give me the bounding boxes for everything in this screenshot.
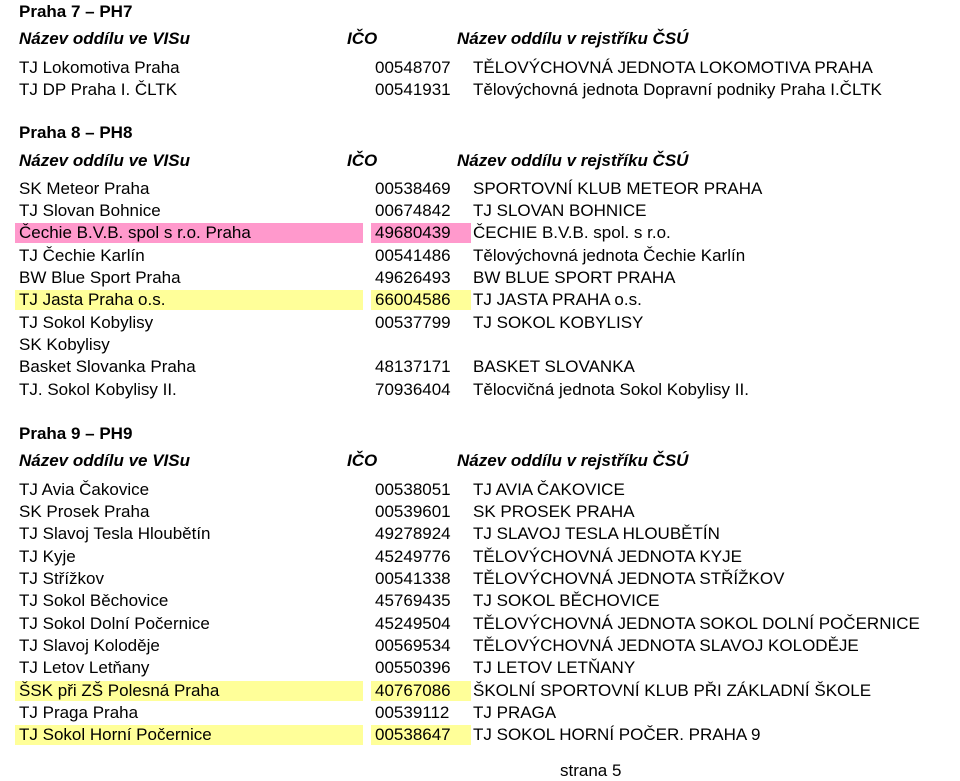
club-name: TJ Slavoj Koloděje [19, 636, 160, 655]
club-ico: 00550396 [375, 658, 451, 677]
col-registry-header: Název oddílu v rejstříku ČSÚ [457, 451, 689, 470]
table-row [0, 724, 960, 746]
club-ico: 45769435 [375, 591, 451, 610]
club-ico: 00541338 [375, 569, 451, 588]
table-row [0, 590, 960, 612]
club-ico: 00569534 [375, 636, 451, 655]
col-ico-header: IČO [347, 451, 378, 470]
club-name: ŠSK při ZŠ Polesná Praha [15, 681, 363, 701]
club-registry-name: TJ JASTA PRAHA o.s. [473, 290, 642, 309]
table-row [0, 479, 960, 501]
club-ico: 45249504 [375, 614, 451, 633]
club-ico: 00541931 [375, 80, 451, 99]
club-ico: 00538647 [371, 725, 471, 745]
club-ico: 49626493 [375, 268, 451, 287]
column-header-row [0, 151, 960, 173]
column-header-row [0, 451, 960, 473]
club-registry-name: Tělovýchovná jednota Čechie Karlín [473, 246, 746, 265]
club-ico: 40767086 [371, 681, 471, 701]
table-row [0, 57, 960, 79]
club-name: TJ Sokol Dolní Počernice [19, 614, 210, 633]
club-ico: 00674842 [375, 201, 451, 220]
club-ico: 49680439 [371, 223, 471, 243]
col-ico-header: IČO [347, 151, 378, 170]
club-registry-name: TJ SLOVAN BOHNICE [473, 201, 647, 220]
club-registry-name: TJ AVIA ČAKOVICE [473, 480, 625, 499]
club-name: TJ Sokol Kobylisy [19, 313, 154, 332]
col-name-header: Název oddílu ve VISu [19, 29, 190, 48]
club-ico: 00539601 [375, 502, 451, 521]
table-row [0, 356, 960, 378]
club-ico: 66004586 [371, 290, 471, 310]
club-name: Čechie B.V.B. spol s r.o. Praha [15, 223, 363, 243]
table-row [0, 501, 960, 523]
table-row [0, 635, 960, 657]
club-name: TJ Praga Praha [19, 703, 139, 722]
table-row [0, 178, 960, 200]
club-name: TJ Lokomotiva Praha [19, 58, 180, 77]
club-name: TJ Slovan Bohnice [19, 201, 161, 220]
col-registry-header: Název oddílu v rejstříku ČSÚ [457, 29, 689, 48]
club-registry-name: TĚLOVÝCHOVNÁ JEDNOTA STŘÍŽKOV [473, 569, 785, 588]
club-name: SK Meteor Praha [19, 179, 150, 198]
club-registry-name: TJ SOKOL HORNÍ POČER. PRAHA 9 [473, 725, 761, 744]
table-row [0, 334, 960, 356]
club-registry-name: TJ SOKOL BĚCHOVICE [473, 591, 660, 610]
club-registry-name: Tělovýchovná jednota Dopravní podniky Praha I.ČLTK [473, 80, 882, 99]
club-name: TJ Slavoj Tesla Hloubětín [19, 524, 211, 543]
club-name: TJ Avia Čakovice [19, 480, 150, 499]
section-title: Praha 9 – PH9 [19, 424, 133, 443]
table-row [0, 312, 960, 334]
table-row [0, 79, 960, 101]
club-name: TJ Sokol Horní Počernice [15, 725, 363, 745]
club-name: TJ. Sokol Kobylisy II. [19, 380, 177, 399]
col-name-header: Název oddílu ve VISu [19, 151, 190, 170]
table-row [0, 702, 960, 724]
club-name: TJ Jasta Praha o.s. [15, 290, 363, 310]
club-registry-name: Tělocvičná jednota Sokol Kobylisy II. [473, 380, 749, 399]
club-registry-name: TJ SOKOL KOBYLISY [473, 313, 644, 332]
table-row [0, 379, 960, 401]
table-row [0, 267, 960, 289]
club-name: SK Prosek Praha [19, 502, 150, 521]
column-header-row [0, 29, 960, 51]
club-name: BW Blue Sport Praha [19, 268, 181, 287]
club-name: TJ Čechie Karlín [19, 246, 145, 265]
club-name: TJ Kyje [19, 547, 76, 566]
club-registry-name: BW BLUE SPORT PRAHA [473, 268, 676, 287]
col-registry-header: Název oddílu v rejstříku ČSÚ [457, 151, 689, 170]
club-registry-name: TĚLOVÝCHOVNÁ JEDNOTA SOKOL DOLNÍ POČERNICE [473, 614, 920, 633]
section-title: Praha 7 – PH7 [19, 2, 133, 21]
club-name: TJ Letov Letňany [19, 658, 150, 677]
table-row [0, 613, 960, 635]
table-row [0, 657, 960, 679]
table-row [0, 222, 960, 244]
club-registry-name: TĚLOVÝCHOVNÁ JEDNOTA KYJE [473, 547, 742, 566]
section-title: Praha 8 – PH8 [19, 123, 133, 142]
club-ico: 00539112 [375, 703, 450, 722]
club-registry-name: TJ SLAVOJ TESLA HLOUBĚTÍN [473, 524, 720, 543]
table-row [0, 245, 960, 267]
club-registry-name: TĚLOVÝCHOVNÁ JEDNOTA SLAVOJ KOLODĚJE [473, 636, 859, 655]
col-name-header: Název oddílu ve VISu [19, 451, 190, 470]
club-ico: 00548707 [375, 58, 451, 77]
club-registry-name: TĚLOVÝCHOVNÁ JEDNOTA LOKOMOTIVA PRAHA [473, 58, 873, 77]
club-registry-name: ČECHIE B.V.B. spol. s r.o. [473, 223, 671, 242]
club-ico: 70936404 [375, 380, 451, 399]
club-ico: 00537799 [375, 313, 451, 332]
club-name: TJ Střížkov [19, 569, 105, 588]
club-name: SK Kobylisy [19, 335, 110, 354]
club-name: TJ Sokol Běchovice [19, 591, 169, 610]
club-registry-name: BASKET SLOVANKA [473, 357, 635, 376]
club-registry-name: TJ LETOV LETŇANY [473, 658, 636, 677]
club-registry-name: SK PROSEK PRAHA [473, 502, 635, 521]
page-number: strana 5 [560, 761, 622, 780]
table-row [0, 546, 960, 568]
table-row [0, 523, 960, 545]
club-ico: 00538051 [375, 480, 451, 499]
col-ico-header: IČO [347, 29, 378, 48]
club-ico: 48137171 [375, 357, 451, 376]
table-row [0, 289, 960, 311]
club-name: TJ DP Praha I. ČLTK [19, 80, 178, 99]
club-registry-name: SPORTOVNÍ KLUB METEOR PRAHA [473, 179, 763, 198]
club-ico: 00538469 [375, 179, 451, 198]
club-ico: 00541486 [375, 246, 451, 265]
table-row [0, 568, 960, 590]
table-row [0, 200, 960, 222]
club-ico: 49278924 [375, 524, 451, 543]
club-ico: 45249776 [375, 547, 451, 566]
club-registry-name: ŠKOLNÍ SPORTOVNÍ KLUB PŘI ZÁKLADNÍ ŠKOLE [473, 681, 872, 700]
table-row [0, 680, 960, 702]
club-name: Basket Slovanka Praha [19, 357, 196, 376]
club-registry-name: TJ PRAGA [473, 703, 557, 722]
